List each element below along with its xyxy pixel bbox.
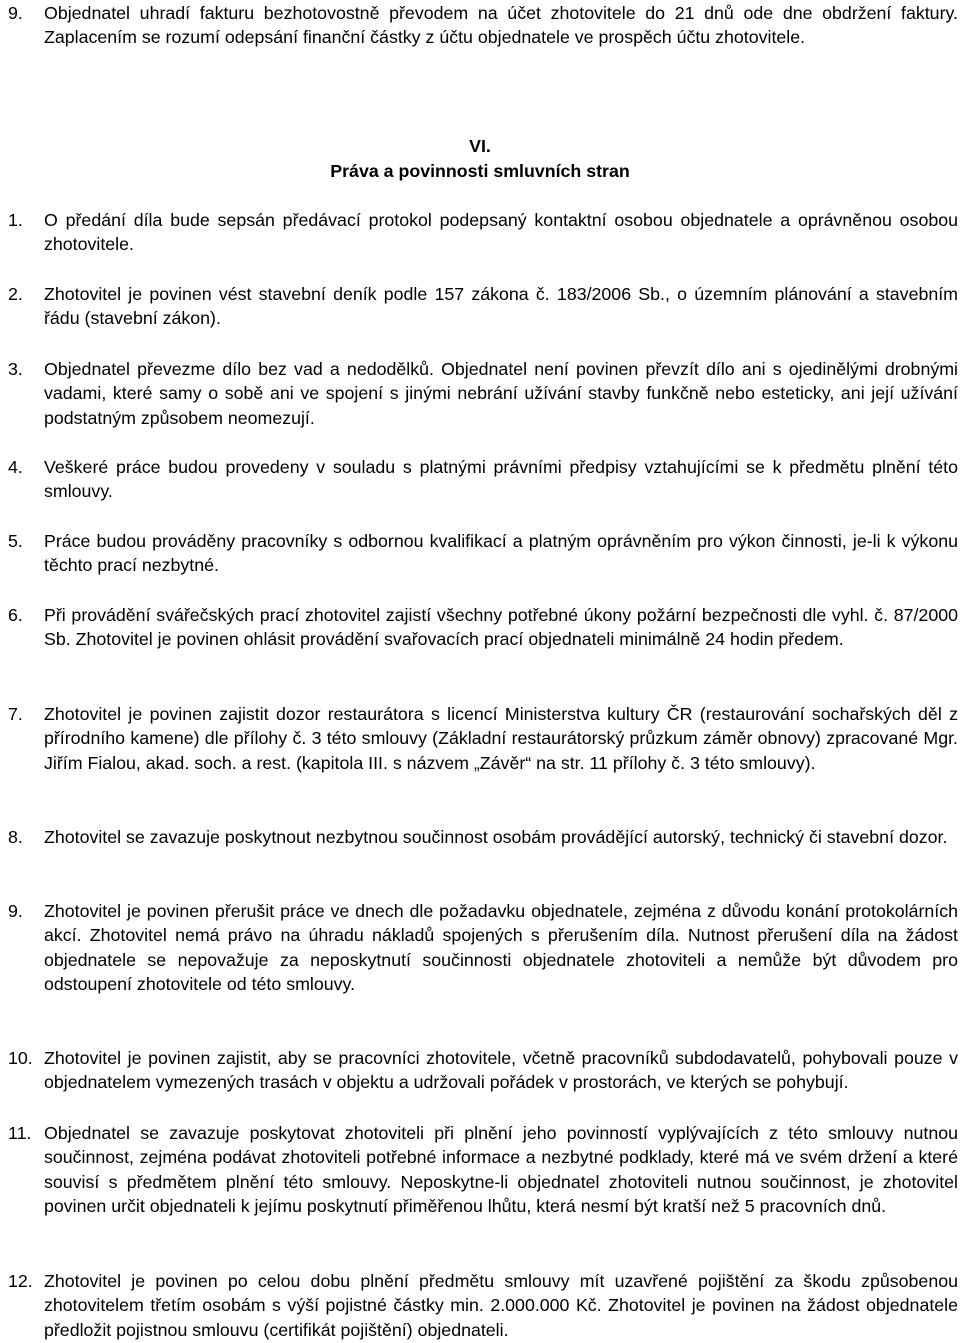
clause-number: 10. [8, 1048, 33, 1068]
clause-text: Zhotovitel se zavazuje poskytnout nezbytnou součinnost osobám provádějící autorský, technický či stavební dozor. [44, 827, 948, 847]
clause-number: 4. [8, 457, 23, 477]
clause-11 [8, 1121, 958, 1219]
clause-12 [8, 1269, 958, 1342]
clause-10 [8, 1046, 958, 1095]
clause-number: 12. [8, 1271, 33, 1291]
clause-3 [8, 357, 958, 430]
clause-6 [8, 603, 958, 652]
clause-number: 8. [8, 827, 23, 847]
clause-7 [8, 702, 958, 775]
section-numeral: VI. [469, 136, 491, 156]
clause-number: 9. [8, 901, 23, 921]
clause-number: 9. [8, 3, 23, 23]
clause-text: Objednatel převezme dílo bez vad a nedodělků. Objednatel není povinen převzít dílo ani s ojedinělými drobnými vadami, které samy o sobě ani ve spojení s jinými nebrání užívání stavby funkčně nebo esteticky, ani její užívání podstatným způsobem neomezují. [44, 359, 958, 428]
clause-text: Zhotovitel je povinen zajistit, aby se pracovníci zhotovitele, včetně pracovníků subdodavatelů, pohybovali pouze v objednatelem vymezených trasách v objektu a udržovali pořádek v prostorách, ve kterých se pohybují. [44, 1048, 958, 1093]
clause-number: 6. [8, 605, 23, 625]
clause-number: 1. [8, 210, 23, 230]
clause-text: Objednatel uhradí fakturu bezhotovostně převodem na účet zhotovitele do 21 dnů ode dne obdržení faktury. Zaplacením se rozumí odepsání finanční částky z účtu objednatele ve prospěch účtu zhotovitele. [44, 3, 958, 48]
clause-2 [8, 282, 958, 331]
clause-9-payment [8, 1, 958, 50]
clause-number: 3. [8, 359, 23, 379]
clause-4 [8, 455, 958, 504]
clause-text: Objednatel se zavazuje poskytovat zhotoviteli při plnění jeho povinností vyplývajících z této smlouvy nutnou součinnost, zejména podávat zhotoviteli potřebné informace a nezbytné podklady, které má ve svém držení a které souvisí s předmětem plnění této smlouvy. Neposkytne-li objednatel zhotoviteli nutnou součinnost, je zhotovitel povinen určit objednateli k jejímu poskytnutí přiměřenou lhůtu, která nesmí být kratší než 5 pracovních dnů. [44, 1123, 958, 1217]
clause-number: 7. [8, 704, 23, 724]
clause-text: Zhotovitel je povinen po celou dobu plnění předmětu smlouvy mít uzavřené pojištění za škodu způsobenou zhotovitelem třetím osobám s výší pojistné částky min. 2.000.000 Kč. Zhotovitel je povinen na žádost objednatele předložit pojistnou smlouvu (certifikát pojištění) objednateli. [44, 1271, 958, 1340]
clause-text: Při provádění svářečských prací zhotovitel zajistí všechny potřebné úkony požární bezpečnosti dle vyhl. č. 87/2000 Sb. Zhotovitel je povinen ohlásit provádění svařovacích prací objednateli minimálně 24 hodin předem. [44, 605, 958, 650]
clause-1 [8, 208, 958, 257]
clause-text: Veškeré práce budou provedeny v souladu s platnými právními předpisy vztahujícími se k předmětu plnění této smlouvy. [44, 457, 958, 502]
clause-number: 11. [8, 1123, 32, 1143]
section-title: Práva a povinnosti smluvních stran [330, 161, 630, 181]
clause-text: Práce budou prováděny pracovníky s odbornou kvalifikací a platným oprávněním pro výkon činnosti, je-li k výkonu těchto prací nezbytné. [44, 531, 958, 576]
clause-text: Zhotovitel je povinen přerušit práce ve dnech dle požadavku objednatele, zejména z důvodu konání protokolárních akcí. Zhotovitel nemá právo na úhradu nákladů spojených s přerušením díla. Nutnost přerušení díla na žádost objednatele se nepovažuje za neposkytnutí součinnosti objednatele zhotoviteli a nemůže být důvodem pro odstoupení zhotovitele od této smlouvy. [44, 901, 958, 995]
clause-5 [8, 529, 958, 578]
clause-number: 5. [8, 531, 23, 551]
clause-9 [8, 899, 958, 997]
clause-8 [8, 825, 958, 849]
clause-text: Zhotovitel je povinen vést stavební deník podle 157 zákona č. 183/2006 Sb., o územním plánování a stavebním řádu (stavební zákon). [44, 284, 958, 329]
clause-text: Zhotovitel je povinen zajistit dozor restaurátora s licencí Ministerstva kultury ČR (restaurování sochařských děl z přírodního kamene) dle přílohy č. 3 této smlouvy (Základní restaurátorský průzkum záměr obnovy) zpracované Mgr. Jiřím Fialou, akad. soch. a rest. (kapitola III. s názvem „Závěr“ na str. 11 přílohy č. 3 této smlouvy). [44, 704, 958, 773]
clause-number: 2. [8, 284, 23, 304]
clause-text: O předání díla bude sepsán předávací protokol podepsaný kontaktní osobou objednatele a oprávněnou osobou zhotovitele. [44, 210, 958, 255]
